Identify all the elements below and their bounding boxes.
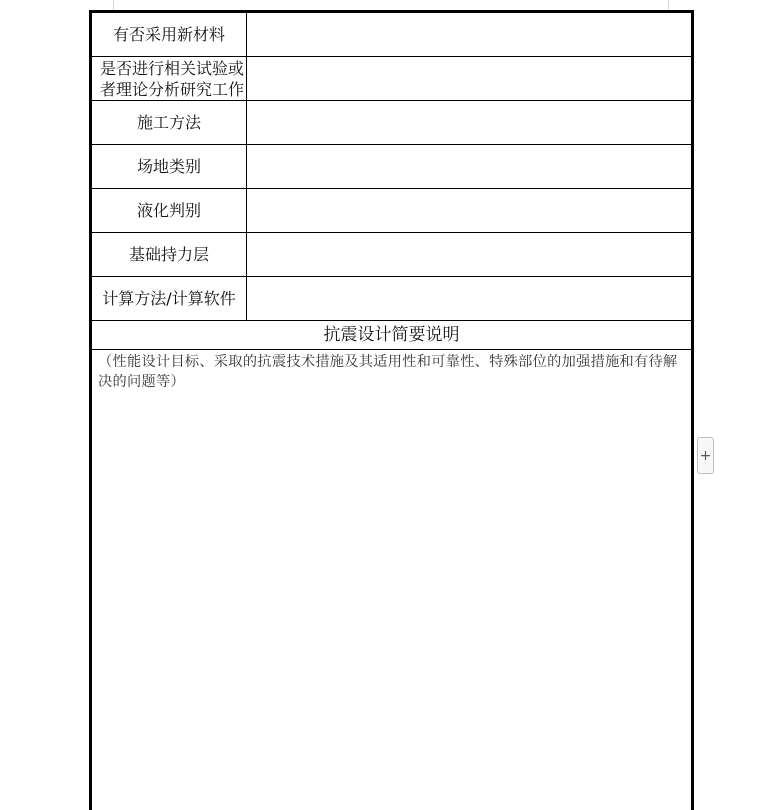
form-row-label: 液化判别 bbox=[92, 189, 247, 232]
form-row-calculation-software bbox=[92, 277, 691, 321]
form-row-label: 场地类别 bbox=[92, 145, 247, 188]
form-row-site-category bbox=[92, 145, 691, 189]
form-row-experiments-or-analysis bbox=[92, 57, 691, 101]
form-row-label: 计算方法/计算软件 bbox=[92, 277, 247, 320]
section-title: 抗震设计简要说明 bbox=[92, 321, 691, 350]
form-row-value-cell[interactable] bbox=[247, 277, 691, 320]
design-description-area[interactable] bbox=[92, 350, 691, 810]
form-row-bearing-stratum bbox=[92, 233, 691, 277]
seismic-design-form-table bbox=[89, 10, 694, 810]
form-row-new-materials bbox=[92, 13, 691, 57]
form-row-value-cell[interactable] bbox=[247, 189, 691, 232]
form-row-label: 基础持力层 bbox=[92, 233, 247, 276]
form-row-liquefaction bbox=[92, 189, 691, 233]
description-hint-text: （性能设计目标、采取的抗震技术措施及其适用性和可靠性、特殊部位的加强措施和有待解决的问题等） bbox=[98, 354, 678, 390]
form-row-value-cell[interactable] bbox=[247, 13, 691, 56]
form-row-label: 有否采用新材料 bbox=[92, 13, 247, 56]
add-button[interactable]: + bbox=[697, 437, 714, 474]
form-row-value-cell[interactable] bbox=[247, 145, 691, 188]
form-row-construction-method bbox=[92, 101, 691, 145]
form-row-value-cell[interactable] bbox=[247, 101, 691, 144]
form-row-value-cell[interactable] bbox=[247, 233, 691, 276]
form-row-value-cell[interactable] bbox=[247, 57, 691, 100]
form-row-label: 是否进行相关试验或者理论分析研究工作 bbox=[92, 57, 247, 100]
form-row-label: 施工方法 bbox=[92, 101, 247, 144]
